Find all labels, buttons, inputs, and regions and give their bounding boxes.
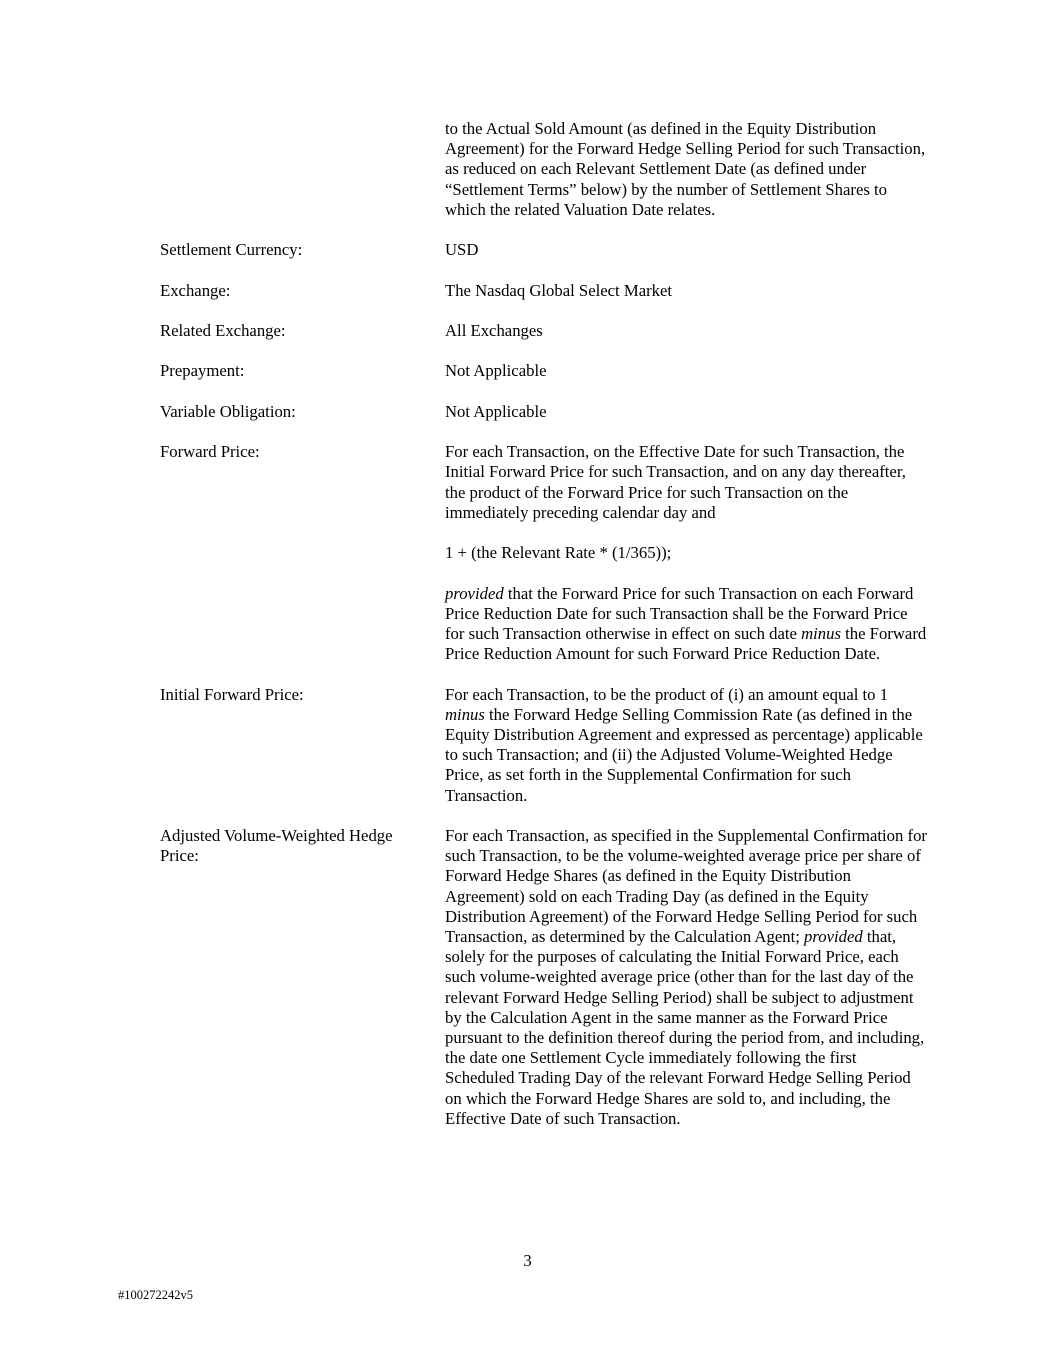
term-label: Related Exchange: (160, 320, 286, 340)
terms-table (160, 119, 929, 1129)
term-row (160, 402, 929, 422)
term-label: Variable Obligation: (160, 401, 296, 421)
term-paragraph: provided that the Forward Price for such Transaction on each Forward Price Reduction Date for such Transaction shall be the Forward Price for such Transaction otherwise in effect on such date minus the Forward Price Reduction Amount for such Forward Price Reduction Date. (445, 583, 927, 664)
term-label: Initial Forward Price: (160, 684, 304, 704)
term-label: Adjusted Volume-Weighted Hedge Price: (160, 825, 393, 866)
term-value (445, 442, 929, 664)
term-paragraph: For each Transaction, on the Effective Date for such Transaction, the Initial Forward Price for such Transaction, and on any day thereafter, the product of the Forward Price for such Transaction on the immediately preceding calendar day and (445, 442, 906, 522)
term-value (445, 361, 929, 381)
term-value (445, 321, 929, 341)
term-value (445, 240, 929, 260)
term-value (445, 685, 929, 806)
term-paragraph: 1 + (the Relevant Rate * (1/365)); (445, 543, 672, 563)
term-paragraph: Not Applicable (445, 401, 547, 421)
term-paragraph: For each Transaction, to be the product of (i) an amount equal to 1 minus the Forward Hedge Selling Commission Rate (as defined in the Equity Distribution Agreement and expressed as percentage) applicable to such Transaction; and (ii) the Adjusted Volume-Weighted Hedge Price, as set forth in the Supplemental Confirmation for such Transaction. (445, 684, 923, 805)
term-row (160, 442, 929, 664)
term-row (160, 240, 929, 260)
term-row (160, 685, 929, 806)
term-label: Prepayment: (160, 361, 245, 381)
term-value (445, 281, 929, 301)
term-label: Settlement Currency: (160, 240, 303, 260)
term-label (160, 119, 420, 220)
term-row (160, 826, 929, 1129)
term-row (160, 281, 929, 301)
page-number: 3 (523, 1251, 532, 1270)
term-row (160, 119, 929, 220)
term-value (445, 826, 929, 1129)
term-paragraph: USD (445, 240, 479, 260)
term-label: Forward Price: (160, 442, 260, 462)
term-value (445, 402, 929, 422)
term-label: Exchange: (160, 280, 231, 300)
term-paragraph: to the Actual Sold Amount (as defined in the Equity Distribution Agreement) for the Forward Hedge Selling Period for such Transaction, as reduced on each Relevant Settlement Date (as defined under “Settlement Terms” below) by the number of Settlement Shares to which the related Valuation Date relates. (445, 119, 926, 219)
term-row (160, 321, 929, 341)
doc-id-footer: #100272242v5 (118, 1288, 193, 1302)
term-paragraph: The Nasdaq Global Select Market (445, 280, 673, 300)
term-paragraph: For each Transaction, as specified in the Supplemental Confirmation for such Transaction, to be the volume-weighted average price per share of Forward Hedge Shares (as defined in the Equity Distribution Agreement) sold on each Trading Day (as defined in the Equity Distribution Agreement) of the Forward Hedge Selling Period for such Transaction, as determined by the Calculation Agent; provided that, solely for the purposes of calculating the Initial Forward Price, each such volume-weighted average price (other than for the last day of the relevant Forward Hedge Selling Period) shall be subject to adjustment by the Calculation Agent in the same manner as the Forward Price pursuant to the definition thereof during the period from, and including, the date one Settlement Cycle immediately following the first Scheduled Trading Day of the relevant Forward Hedge Selling Period on which the Forward Hedge Shares are sold to, and including, the Effective Date of such Transaction. (445, 825, 927, 1128)
term-paragraph: Not Applicable (445, 361, 547, 381)
term-row (160, 361, 929, 381)
term-value (445, 119, 929, 220)
term-paragraph: All Exchanges (445, 320, 543, 340)
